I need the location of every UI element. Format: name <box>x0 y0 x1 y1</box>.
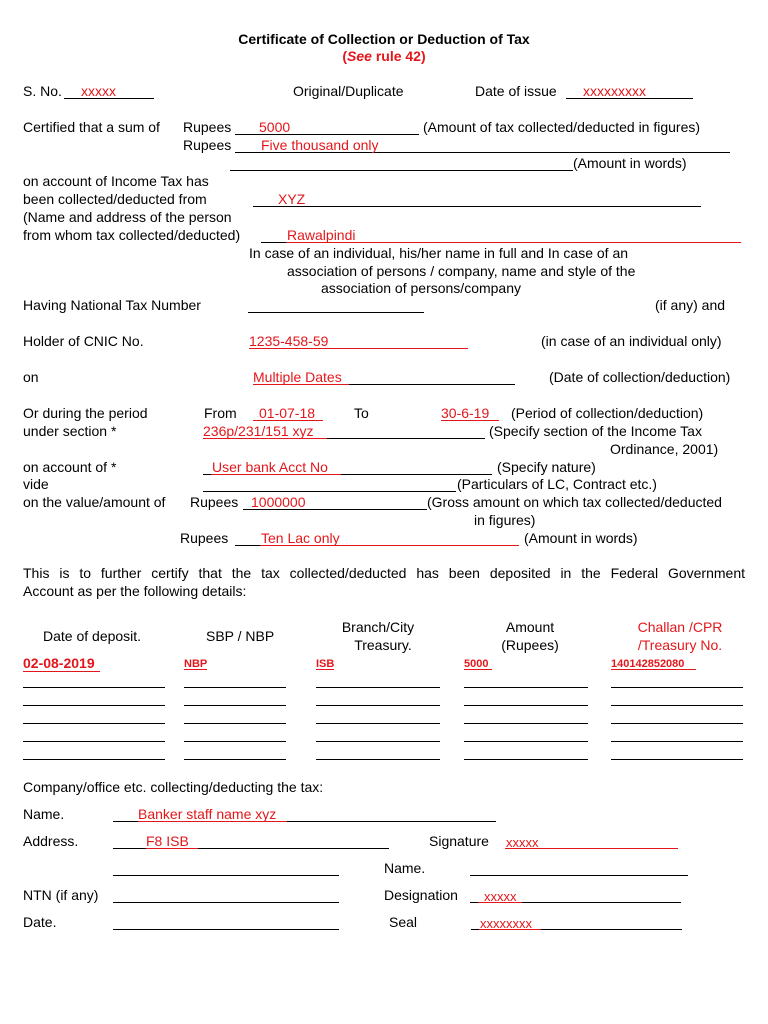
words-value[interactable]: Five thousand only <box>261 137 379 153</box>
payer-address-value[interactable]: Rawalpindi <box>287 227 356 243</box>
deposit-amount[interactable]: 5000 <box>464 658 489 670</box>
collected-note-1: In case of an individual, his/her name in full and In case of an <box>249 245 629 261</box>
payer-name-value[interactable]: XYZ <box>278 191 306 207</box>
table-row-line[interactable] <box>316 741 440 742</box>
table-row-line[interactable] <box>23 759 165 760</box>
table-row-line[interactable] <box>464 705 588 706</box>
rule-reference <box>0 48 768 65</box>
rule-text: rule 42) <box>375 48 426 64</box>
sno-label: S. No. <box>23 83 62 99</box>
value-words-note: (Amount in words) <box>524 530 638 546</box>
table-row-line[interactable] <box>464 687 588 688</box>
table-row-line[interactable] <box>464 741 588 742</box>
account-label: on account of * <box>23 459 117 475</box>
period-label: Or during the period <box>23 405 148 421</box>
words-note: (Amount in words) <box>573 155 687 171</box>
from-value[interactable]: 01-07-18 <box>259 405 316 421</box>
rule-see: See <box>347 48 372 64</box>
company-date-line[interactable] <box>113 929 339 930</box>
header-sbp-nbp: SBP / NBP <box>206 628 275 644</box>
company-address-line-2[interactable] <box>113 875 339 876</box>
signature-value[interactable]: xxxxx <box>506 835 539 850</box>
section-note-1: (Specify section of the Income Tax <box>489 423 702 439</box>
rupees-words-label: Rupees <box>183 137 232 153</box>
ntn-label: Having National Tax Number <box>23 297 201 313</box>
to-value[interactable]: 30-6-19 <box>441 405 490 421</box>
company-address-line-prefix <box>113 848 146 849</box>
original-duplicate: Original/Duplicate <box>293 83 404 99</box>
account-line <box>341 474 492 475</box>
designation-line <box>522 902 681 903</box>
table-row-line[interactable] <box>464 723 588 724</box>
company-date-label: Date. <box>23 914 57 930</box>
ntn-line[interactable] <box>248 312 424 313</box>
on-date-line <box>349 384 515 385</box>
value-label: on the value/amount of <box>23 494 166 510</box>
deposit-branch-underline <box>316 669 334 670</box>
collected-text-3: (Name and address of the person <box>23 209 232 225</box>
figures-note: (Amount of tax collected/deducted in figures) <box>423 119 701 135</box>
value-rupees-label: Rupees <box>190 494 239 510</box>
account-line-prefix <box>203 474 211 475</box>
cnic-value[interactable]: 1235-458-59 <box>249 333 329 349</box>
signature-label: Signature <box>429 833 489 849</box>
seal-label: Seal <box>389 914 418 930</box>
on-date-note: (Date of collection/deduction) <box>549 369 731 385</box>
table-row-line[interactable] <box>316 759 440 760</box>
deposit-bank-underline <box>184 669 207 670</box>
on-date-value[interactable]: Multiple Dates <box>253 369 342 385</box>
collected-note-3: association of persons/company <box>321 280 521 296</box>
from-label: From <box>204 405 237 421</box>
company-address-line <box>198 848 389 849</box>
table-row-line[interactable] <box>611 741 743 742</box>
on-label: on <box>23 369 39 385</box>
company-ntn-line[interactable] <box>113 902 339 903</box>
table-row-line[interactable] <box>23 741 165 742</box>
designation-label: Designation <box>384 887 458 903</box>
company-name-line <box>287 821 496 822</box>
table-row-line[interactable] <box>184 705 286 706</box>
deposit-bank[interactable]: NBP <box>184 658 208 670</box>
vide-line[interactable] <box>203 491 456 492</box>
table-row-line[interactable] <box>316 687 440 688</box>
vide-note: (Particulars of LC, Contract etc.) <box>457 476 657 492</box>
table-row-line[interactable] <box>23 723 165 724</box>
deposit-amount-underline <box>464 669 492 670</box>
table-row-line[interactable] <box>184 759 286 760</box>
page-title: Certificate of Collection or Deduction of Tax <box>238 31 530 47</box>
collected-note-2: association of persons / company, name and style of the <box>287 263 636 279</box>
value-words-line-prefix <box>235 545 260 546</box>
date-issue-label: Date of issue <box>475 83 557 99</box>
table-row-line[interactable] <box>184 687 286 688</box>
certified-label: Certified that a sum of <box>23 119 160 135</box>
rule-open: ( <box>342 48 348 64</box>
header-date-of-deposit: Date of deposit. <box>43 628 142 644</box>
table-row-line[interactable] <box>611 723 743 724</box>
company-address-label: Address. <box>23 833 79 849</box>
collected-text-1: on account of Income Tax has <box>23 173 209 189</box>
table-row-line[interactable] <box>464 759 588 760</box>
deposit-challan[interactable]: 140142852080 <box>611 658 685 670</box>
table-row-line[interactable] <box>23 705 165 706</box>
ntn-note: (if any) and <box>655 297 726 313</box>
table-row-line[interactable] <box>316 723 440 724</box>
value-words[interactable]: Ten Lac only <box>261 530 340 546</box>
company-ntn-label: NTN (if any) <box>23 887 99 903</box>
period-note: (Period of collection/deduction) <box>511 405 704 421</box>
seal-line-prefix <box>471 929 479 930</box>
deposit-date[interactable]: 02-08-2019 <box>23 655 95 671</box>
further-certify-1: This is to further certify that the tax collected/deducted has been deposited in the Federal Government <box>23 565 745 581</box>
cnic-note: (in case of an individual only) <box>541 333 722 349</box>
section-line <box>327 438 485 439</box>
seal-line <box>541 929 682 930</box>
account-value[interactable]: User bank Acct No <box>212 459 328 475</box>
header-challan: Challan /CPR <box>637 619 723 635</box>
address-line-prefix <box>261 242 286 243</box>
deposit-challan-underline <box>611 669 696 670</box>
table-row-line[interactable] <box>611 759 743 760</box>
cnic-label: Holder of CNIC No. <box>23 333 144 349</box>
header-amount: Amount <box>505 619 555 635</box>
signer-name-line[interactable] <box>470 875 688 876</box>
figures-value[interactable]: 5000 <box>259 119 291 135</box>
table-row-line[interactable] <box>611 687 743 688</box>
company-name-value[interactable]: Banker staff name xyz <box>138 806 277 822</box>
table-row-line[interactable] <box>611 705 743 706</box>
header-treasury: Treasury. <box>354 637 412 653</box>
sno-value[interactable]: xxxxx <box>81 83 116 99</box>
further-certify-2: Account as per the following details: <box>23 583 247 599</box>
company-name-line-prefix <box>113 821 138 822</box>
words-line-2 <box>230 170 573 171</box>
table-row-line[interactable] <box>184 741 286 742</box>
value-note-2: in figures) <box>474 512 536 528</box>
value-note-1: (Gross amount on which tax collected/deducted <box>427 494 722 510</box>
value-amount[interactable]: 1000000 <box>251 494 306 510</box>
designation-value[interactable]: xxxxx <box>484 889 517 904</box>
deposit-date-underline <box>23 671 100 672</box>
designation-line-prefix <box>470 902 478 903</box>
header-rupees: (Rupees) <box>501 637 559 653</box>
rupees-label: Rupees <box>183 119 232 135</box>
table-row-line[interactable] <box>184 723 286 724</box>
value-words-rupees-label: Rupees <box>180 530 229 546</box>
table-row-line[interactable] <box>23 687 165 688</box>
name-line <box>253 206 701 207</box>
section-value[interactable]: 236p/231/151 xyz <box>203 423 314 439</box>
date-issue-value[interactable]: xxxxxxxxx <box>583 83 646 99</box>
signer-name-label: Name. <box>384 860 426 876</box>
table-row-line[interactable] <box>316 705 440 706</box>
collected-text-2: been collected/deducted from <box>23 191 207 207</box>
section-note-2: Ordinance, 2001) <box>610 441 719 457</box>
collected-text-4: from whom tax collected/deducted) <box>23 227 241 243</box>
section-label: under section * <box>23 423 117 439</box>
company-name-label: Name. <box>23 806 65 822</box>
deposit-branch[interactable]: ISB <box>316 658 335 670</box>
seal-value[interactable]: xxxxxxxx <box>480 916 532 931</box>
header-branch-city: Branch/City <box>341 619 415 635</box>
company-address-value[interactable]: F8 ISB <box>146 833 189 849</box>
to-label: To <box>354 405 369 421</box>
header-treasury-no: /Treasury No. <box>637 637 723 653</box>
account-note: (Specify nature) <box>497 459 596 475</box>
company-heading: Company/office etc. collecting/deducting the tax: <box>23 779 324 795</box>
vide-label: vide <box>23 476 49 492</box>
